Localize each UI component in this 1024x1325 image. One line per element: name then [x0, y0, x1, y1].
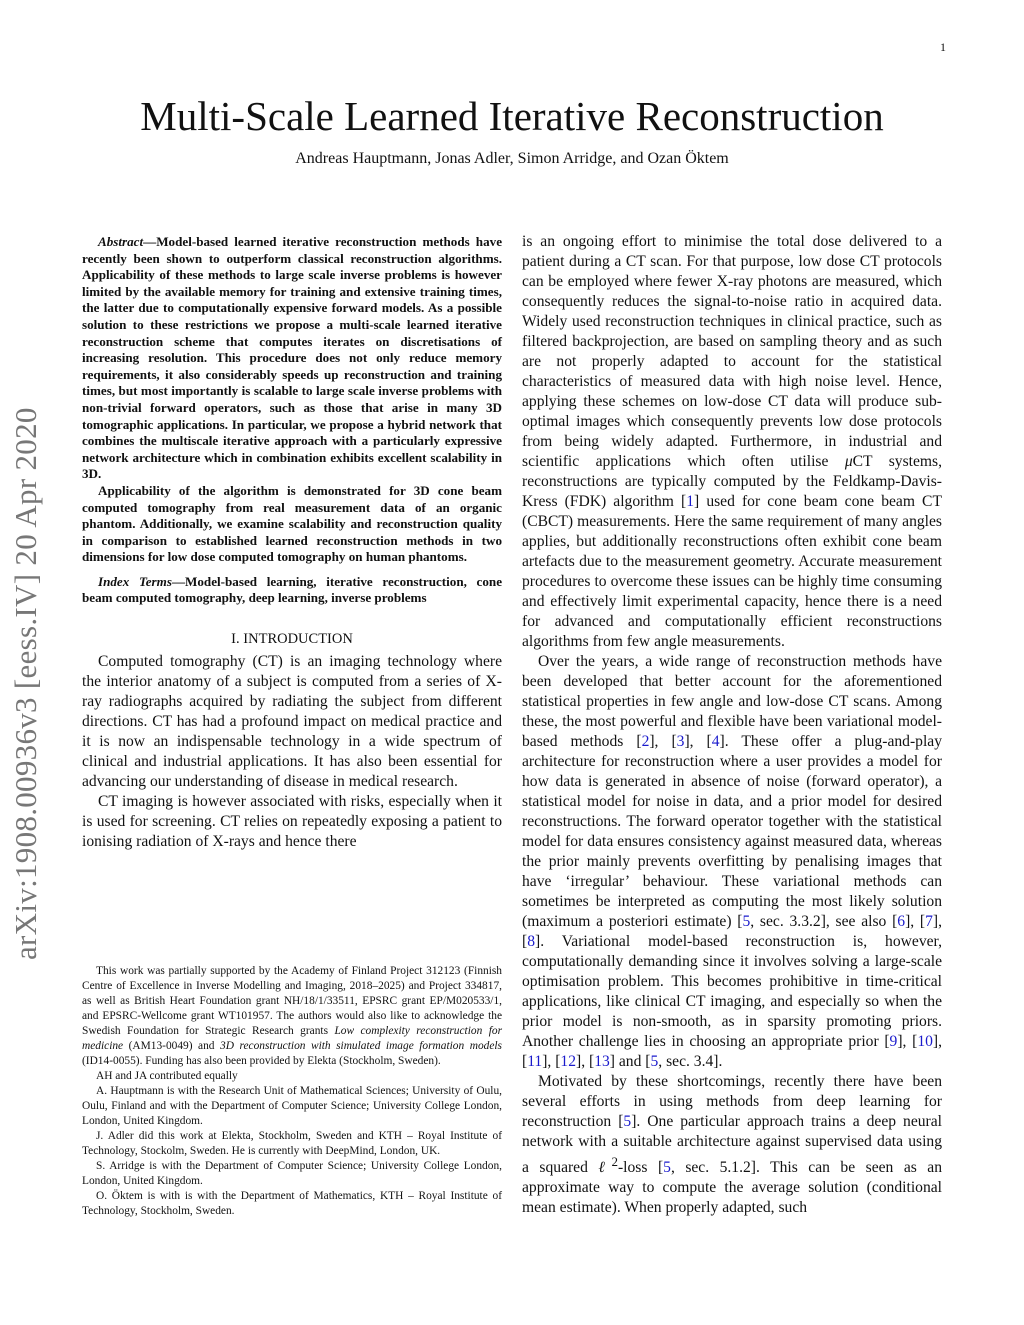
footnote-affiliation-adler: J. Adler did this work at Elekta, Stockholm, Sweden and KTH – Royal Institute of Technology, Stockolm, Sweden. He is currently with DeepMind, London, UK.: [82, 1130, 502, 1157]
footnote-affiliation-arridge: S. Arridge is with the Department of Computer Science; University College London, London, United Kingdom.: [82, 1160, 502, 1187]
author-list: Andreas Hauptmann, Jonas Adler, Simon Arridge, and Ozan Öktem: [295, 150, 729, 167]
section-initial: I: [243, 631, 249, 648]
citation-link[interactable]: 5: [663, 1159, 671, 1177]
right-p2-text-a: Over the years, a wide range of reconstruction methods have been developed that better account for the aforementioned statistical properties in few angle and low-dose CT scans. Among these, the most powerful and flexible have been variational model-based methods: [522, 653, 942, 750]
footnote-affiliation-hauptmann: A. Hauptmann is with the Research Unit of Mathematical Sciences; University of Oulu, Oulu, Finland and with the Department of Computer Science; University College London, London, United Kingdom.: [82, 1085, 502, 1127]
citation-link[interactable]: 6: [897, 913, 906, 930]
introduction-text: [82, 652, 502, 852]
right-paragraph-1: is an ongoing effort to minimise the total dose delivered to a patient during a CT scan. For that purpose, low dose CT protocols can be employed where fewer X-ray photons are measured, which consequently reduces the signal-to-noise ratio in acquired data. Widely used reconstruction techniques in clinical practice, such as filtered backprojection, are based on sampling theory and as such are not properly adapted to account for the statistical characteristics of measured data with high noise level. Hence, applying these schemes on low-dose CT data will produce sub-optimal images which consequently prevents low dose protocols from being widely adapted. Furthermore, in industrial and scientific applications which often utilise μCT systems, reconstructions are typically computed by the Feldkamp-Davis-Kress (FDK) algorithm [1] used for cone beam cone beam CT (CBCT) measurements. Here the same requirement of many angles applies, but additionally reconstructions often exhibit cone beam artefacts due to the measurement geometry. Accurate measurement procedures to overcome these issues can be highly time consuming and effectively limit experimental capacity, hence there is a need for advanced and computationally efficient reconstructions algorithms from few angle measurements.: [522, 233, 942, 650]
right-p3-text-b: . One particular approach trains a deep neural network with a suitable architecture against supervised data using a squared: [522, 1113, 942, 1177]
index-terms-text: —Model-based learning, iterative reconstruction, cone beam computed tomography, deep learning, inverse problems: [82, 573, 502, 606]
citation-link[interactable]: 7: [925, 913, 933, 930]
section-heading-introduction: [82, 631, 502, 648]
footnote-funding: [82, 964, 502, 1069]
citation-link[interactable]: 13: [594, 1053, 610, 1070]
superscript-two: 2: [611, 1154, 618, 1169]
citation-section: , sec. 3.3.2: [750, 913, 821, 930]
right-p2-text-d: . Variational model-based reconstruction is, however, computationally demanding since it involves solving a large-scale optimisation problem. This becomes prohibitive in time-critical applications, like clinical CT imaging, and especially so when the prior model is non-smooth, as in sparsity promoting priors. Another challenge lies in choosing an appropriate prior: [522, 933, 942, 1050]
citation-link[interactable]: 3: [676, 733, 685, 750]
footnote-funding-text-a: This work was partially supported by the Academy of Finland Project 312123 (Finnish Centre of Excellence in Inverse Modelling and Imaging, 2018–2025) and Project 334817, as well as British Heart Foundation grant NH/18/1/33511, EPSRC grant EP/M020533/1, and EPSRC-Wellcome grant WT101957. The authors would also like to acknowledge the Swedish Foundation for Strategic Research grants: [82, 965, 502, 1037]
arxiv-identifier: arXiv:1908.00936v3 [eess.IV] 20 Apr 2020: [8, 407, 43, 960]
right-p3-text-d: . This can be seen as an approximate way to compute the average solution (conditional mean estimate). When properly adapted, such: [522, 1159, 943, 1217]
section-number: I.: [231, 631, 240, 648]
footnote-affiliation-oktem: O. Öktem is with is with the Department of Mathematics, KTH – Royal Institute of Technology, Stockholm, Sweden.: [82, 1190, 502, 1217]
citation-link[interactable]: 10: [917, 1033, 933, 1050]
footnote-funding-text-c: (ID14-0055). Funding has also been provided by Elekta (Stockholm, Sweden).: [82, 1055, 441, 1067]
abstract-paragraph-2: Applicability of the algorithm is demonstrated for 3D cone beam computed tomography from real measurement data of an organic phantom. Additionally, we examine scalability and reconstruction quality in comparison to established learned reconstruction methods in two dimensions for low dose computed tomography on human phantoms.: [82, 482, 502, 565]
abstract-text-1: —Model-based learned iterative reconstruction methods have recently been shown to outperform classical reconstruction algorithms. Applicability of these methods to large scale inverse problems is however limited by the available memory for training and extensive training times, the latter due to computationally expensive forward models. As a possible solution to these restrictions we propose a multi-scale learned iterative reconstruction scheme that computes iterates on discretisations of increasing resolution. This procedure does not only reduce memory requirements, it also considerably speeds up reconstruction and training times, but most importantly is scalable to large scale inverse problems with non-trivial forward operators, such as those that arise in many 3D tomographic applications. In particular, we propose a hybrid network that combines the multiscale iterative approach with a particularly expressive network architecture which in combination exhibits excellent scalability in 3D.: [82, 234, 502, 482]
footnote-grant-title-2: 3D reconstruction with simulated image formation models: [220, 1040, 502, 1052]
paper-title: Multi-Scale Learned Iterative Reconstruction: [140, 93, 884, 139]
right-p2-text-e: and: [614, 1053, 646, 1070]
right-paragraph-3: Motivated by these shortcomings, recently there have been several efforts in using methods from deep learning for reconstruction [5]. One particular approach trains a deep neural network with a suitable architecture against supervised data using a squared ℓ$^2$-loss [5, sec. 5.1.2]. This can be seen as an approximate way to compute the average solution (conditional mean estimate). When properly adapted, such: [522, 1073, 943, 1217]
right-p1-text-b: CT systems, reconstructions are typically computed by the Feldkamp-Davis-Kress (FDK) algorithm: [522, 453, 942, 510]
citation-link[interactable]: 8: [527, 933, 535, 950]
right-p1-text-c: used for cone beam cone beam CT (CBCT) measurements. Here the same requirement of many angles applies, but additionally reconstructions often exhibit cone beam artefacts due to the measurement geometry. Accurate measurement procedures to overcome these issues can be highly time consuming and effectively limit experimental capacity, hence there is a need for advanced and computationally efficient reconstructions algorithms from few angle measurements.: [522, 493, 942, 650]
right-column: [522, 232, 942, 1218]
citation-section: , sec. 5.1.2: [670, 1159, 751, 1177]
citation-link[interactable]: 5: [742, 913, 751, 930]
abstract-label: Abstract: [98, 234, 144, 249]
right-p1-text-a: is an ongoing effort to minimise the total dose delivered to a patient during a CT scan. For that purpose, low dose CT protocols can be employed where fewer X-ray photons are measured, which consequently reduces the signal-to-noise ratio in acquired data. Widely used reconstruction techniques in clinical practice, such as filtered backprojection, are based on sampling theory and as such are not properly adapted to account for the statistical characteristics of measured data with high noise level. Hence, applying these schemes on low-dose CT data will produce sub-optimal images which consequently prevents low dose protocols from being widely adapted. Furthermore, in industrial and scientific applications which often utilise: [522, 233, 942, 470]
intro-paragraph-1: Computed tomography (CT) is an imaging technology where the interior anatomy of a subject is computed from a series of X-ray radiographs acquired by radiating the subject from different directions. CT has had a profound impact on medical practice and it is now an indispensable technology in a wide spectrum of clinical and industrial applications. It has also been essential for advancing our understanding of disease in medical research.: [82, 653, 502, 791]
right-p2-text-b: . These offer a plug-and-play architecture for reconstruction where a user provides a model for how data is generated in absence of noise (forward operator), a statistical model for noise in data, and a prior model for desired reconstructions. The forward operator together with the statistical model for data ensures consistency against measured data, whereas the prior mainly prevents overfitting by penalising images that have ‘irregular’ behaviour. These variational methods can sometimes be interpreted as computing the most likely solution (maximum a posteriori estimate): [522, 733, 943, 930]
citation-link[interactable]: 9: [889, 1033, 898, 1050]
abstract: [82, 234, 502, 566]
citation-link[interactable]: 12: [560, 1053, 576, 1070]
page-number: 1: [940, 40, 946, 54]
index-terms-label: Index Terms: [98, 573, 172, 589]
citation-link[interactable]: 5: [623, 1113, 632, 1130]
citation-link[interactable]: 1: [686, 493, 695, 510]
citation-link[interactable]: 2: [641, 733, 650, 750]
right-p2-text-c: , see also: [825, 913, 893, 930]
mu-symbol: μ: [844, 453, 853, 470]
intro-paragraph-2: CT imaging is however associated with risks, especially when it is used for screening. CT relies on repeatedly exposing a patient to ionising radiation of X-rays and hence there: [82, 793, 502, 851]
abstract-paragraph-1: [82, 234, 502, 483]
left-column: [82, 234, 502, 852]
right-p3-text-c: -loss: [617, 1159, 658, 1177]
citation-link[interactable]: 4: [711, 733, 720, 750]
ell-symbol: ℓ: [598, 1159, 612, 1177]
citation-link[interactable]: 11: [527, 1053, 543, 1070]
citation-link[interactable]: 5: [650, 1053, 659, 1070]
footnote-funding-text-b: (AM13-0049) and: [123, 1040, 221, 1052]
right-p3-text-a: Motivated by these shortcomings, recently there have been several efforts in using methods from deep learning for reconstruction: [522, 1073, 942, 1130]
section-title-rest: NTRODUCTION: [248, 631, 353, 648]
right-paragraph-2: Over the years, a wide range of reconstruction methods have been developed that better account for the aforementioned statistical properties in few angle and low-dose CT scans. Among these, the most powerful and flexible have been variational model-based methods [2], [3], [4]. These offer a plug-and-play architecture for reconstruction where a user provides a model for how data is generated in absence of noise (forward operator), a statistical model for noise in data, and a prior model for desired reconstructions. The forward operator together with the statistical model for data ensures consistency against measured data, whereas the prior mainly prevents overfitting by penalising images that have ‘irregular’ behaviour. These variational methods can sometimes be interpreted as computing the most likely solution (maximum a posteriori estimate) [5, sec. 3.3.2], see also [6], [7], [8]. Variational model-based reconstruction is, however, computationally demanding since it involves solving a large-scale optimisation problem. This becomes prohibitive in time-critical applications, like clinical CT imaging, and especially so when the prior model is non-smooth, as in sparsity promoting priors. Another challenge lies in choosing an appropriate prior [9], [10], [11], [12], [13] and [5, sec. 3.4].: [522, 653, 943, 1070]
footnotes: [82, 964, 502, 1219]
citation-section: , sec. 3.4: [658, 1053, 714, 1070]
footnote-equal-contribution: AH and JA contributed equally: [96, 1070, 238, 1082]
index-terms: [82, 574, 502, 607]
footnote-grant-title-1: Low complexity reconstruction for medicine: [82, 1025, 502, 1052]
